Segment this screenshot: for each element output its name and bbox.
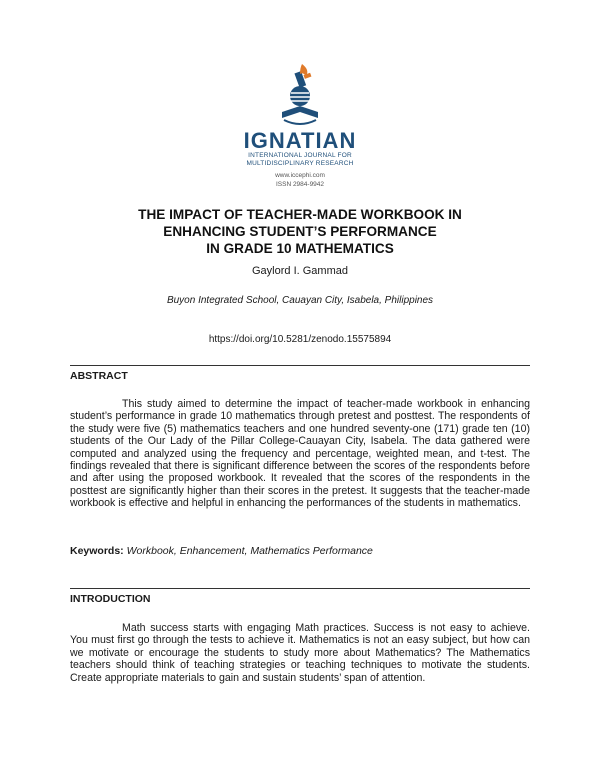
keywords bbox=[70, 545, 373, 557]
abstract-text: This study aimed to determine the impact of teacher-made workbook in enhancing student’s performance in grade 10 mathematics through pretest and posttest. The respondents of the study were five (5) mathematics teachers and one hundred seventy-one (171) grade ten (10) students of the Our Lady of the Pillar College-Cauayan City, Isabela. The data gathered were computed and analyzed using the frequency and percentage, weighted mean, and t-test. The findings revealed that there is significant difference between the scores of the respondents before and after using the proposed workbook. It revealed that the scores of the respondents in the posttest are significantly higher than their scores in the pretest. It suggests that the teacher-made workbook is effective and helpful in enhancing the performances of the students in mathematics. bbox=[70, 398, 530, 510]
divider bbox=[70, 588, 530, 589]
paper-title bbox=[40, 206, 560, 257]
author-affiliation: Buyon Integrated School, Cauayan City, Isabela, Philippines bbox=[166, 295, 434, 306]
journal-website[interactable]: www.iccephi.com bbox=[275, 172, 325, 179]
divider bbox=[70, 365, 530, 366]
paper-title-line2: ENHANCING STUDENT’S PERFORMANCE bbox=[163, 224, 437, 239]
keywords-label: Keywords: bbox=[70, 545, 124, 557]
keywords-value: Workbook, Enhancement, Mathematics Performance bbox=[126, 545, 373, 557]
paper-title-line3: IN GRADE 10 MATHEMATICS bbox=[206, 241, 394, 256]
author-name: Gaylord I. Gammad bbox=[252, 265, 348, 277]
introduction-text: Math success starts with engaging Math practices. Success is not easy to achieve. You must first go through the tests to achieve it. Mathematics is not an easy subject, but how can we motivate or encourage the students to study more about Mathematics? The Mathematics teachers should think of teaching strategies or teaching techniques to motivate the students. Create appropriate materials to gain and sustain students’ span of attention. bbox=[70, 622, 530, 684]
paper-title-line1: THE IMPACT OF TEACHER-MADE WORKBOOK IN bbox=[138, 207, 462, 222]
introduction-heading: INTRODUCTION bbox=[70, 593, 151, 605]
journal-name: IGNATIAN bbox=[243, 128, 357, 153]
journal-emblem-icon bbox=[270, 62, 330, 128]
journal-logo bbox=[0, 62, 600, 189]
doi-link[interactable]: https://doi.org/10.5281/zenodo.15575894 bbox=[208, 334, 392, 345]
abstract-heading: ABSTRACT bbox=[70, 370, 128, 382]
journal-subtitle-line2: MULTIDISCIPLINARY RESEARCH bbox=[246, 160, 354, 167]
journal-issn: ISSN 2984-9942 bbox=[275, 181, 325, 188]
journal-subtitle-line1: INTERNATIONAL JOURNAL FOR bbox=[248, 152, 352, 159]
